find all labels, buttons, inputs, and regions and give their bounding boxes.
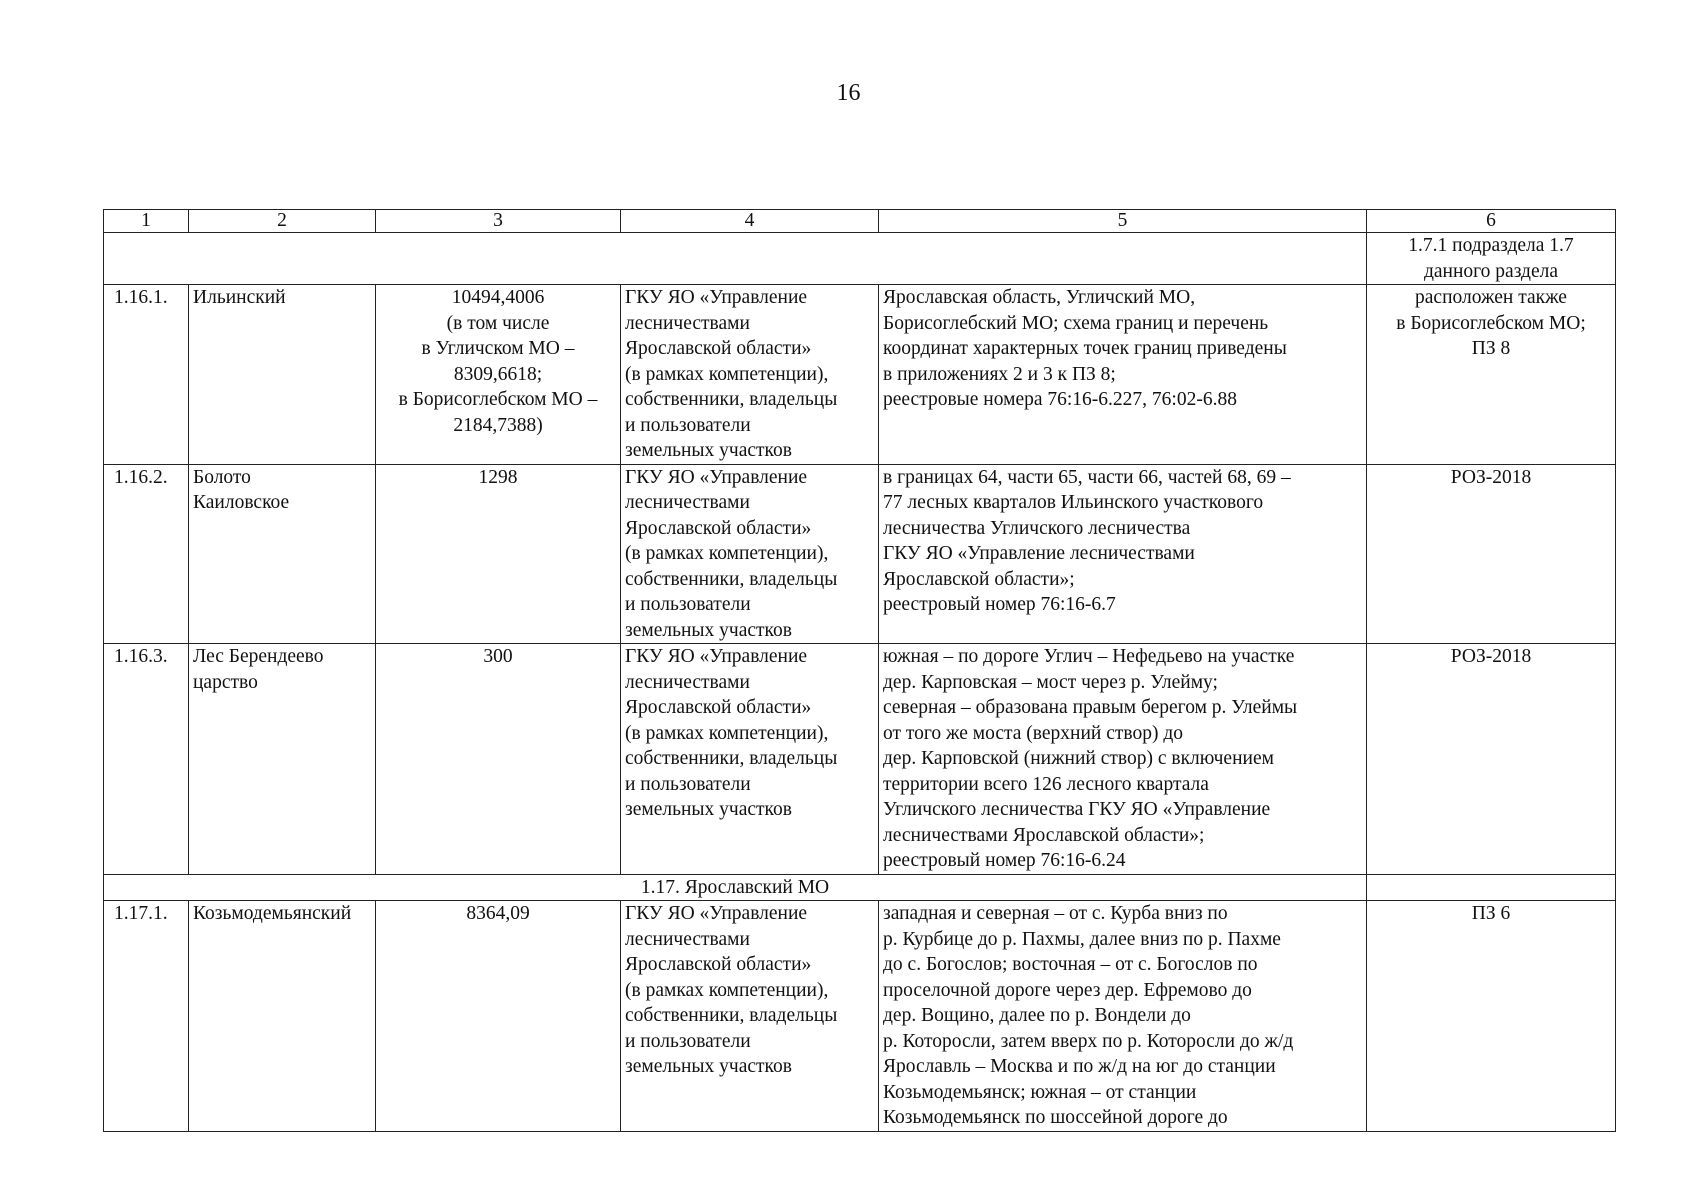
row-name: Козьмодемьянский <box>189 901 376 1132</box>
row-organization: ГКУ ЯО «Управление лесничествами Ярославской области» (в рамках компетенции), собственники, владельцы и пользователи земельных участков <box>621 285 879 465</box>
table-row <box>104 285 1616 465</box>
header-row <box>104 210 1616 233</box>
row-boundaries: Ярославская область, Угличский МО, Борисоглебский МО; схема границ и перечень координат характерных точек границ приведены в приложениях 2 и 3 к ПЗ 8; реестровые номера 76:16-6.227, 76:02-6.88 <box>879 285 1367 465</box>
row-note: РОЗ-2018 <box>1367 464 1616 644</box>
table-row <box>104 464 1616 644</box>
row-organization: ГКУ ЯО «Управление лесничествами Ярославской области» (в рамках компетенции), собственники, владельцы и пользователи земельных участков <box>621 901 879 1132</box>
header-cell: 6 <box>1367 210 1616 233</box>
row-name: Ильинский <box>189 285 376 465</box>
section-row <box>104 874 1616 901</box>
header-cell: 4 <box>621 210 879 233</box>
row-boundaries: западная и северная – от с. Курба вниз по р. Курбице до р. Пахмы, далее вниз по р. Пахме до с. Богослов; восточная – от с. Богослов по проселочной дороге через дер. Ефремово до дер. Вощино, далее по р. Вондели до р. Которосли, затем вверх по р. Которосли до ж/д Ярославль – Москва и по ж/д на юг до станции Козьмодемьянск; южная – от станции Козьмодемьянск по шоссейной дороге до <box>879 901 1367 1132</box>
row-number: 1.16.3. <box>104 644 189 875</box>
row-number: 1.17.1. <box>104 901 189 1132</box>
page-number: 16 <box>836 80 861 106</box>
header-cell: 1 <box>104 210 189 233</box>
row-number: 1.16.2. <box>104 464 189 644</box>
continuation-empty-cell <box>104 233 1367 285</box>
continuation-note-cell: 1.7.1 подраздела 1.7 данного раздела <box>1367 233 1616 285</box>
header-cell: 3 <box>376 210 621 233</box>
row-note: ПЗ 6 <box>1367 901 1616 1132</box>
section-title: 1.17. Ярославский МО <box>104 874 1367 901</box>
section-empty-cell <box>1367 874 1616 901</box>
row-boundaries: в границах 64, части 65, части 66, частей 68, 69 – 77 лесных кварталов Ильинского участкового лесничества Угличского лесничества ГКУ ЯО «Управление лесничествами Ярославской области»; реестровый номер 76:16-6.7 <box>879 464 1367 644</box>
continuation-row <box>104 233 1616 285</box>
row-area: 300 <box>376 644 621 875</box>
header-cell: 5 <box>879 210 1367 233</box>
table-row <box>104 644 1616 875</box>
row-area: 1298 <box>376 464 621 644</box>
row-boundaries: южная – по дороге Углич – Нефедьево на участке дер. Карповская – мост через р. Улейму; северная – образована правым берегом р. Улеймы от того же моста (верхний створ) до дер. Карповской (нижний створ) с включением территории всего 126 лесного квартала Угличского лесничества ГКУ ЯО «Управление лесничествами Ярославской области»; реестровый номер 76:16-6.24 <box>879 644 1367 875</box>
table-row <box>104 901 1616 1132</box>
header-cell: 2 <box>189 210 376 233</box>
row-note: РОЗ-2018 <box>1367 644 1616 875</box>
row-name: Болото Каиловское <box>189 464 376 644</box>
row-name: Лес Берендеево царство <box>189 644 376 875</box>
data-table <box>103 209 1616 1132</box>
row-area: 8364,09 <box>376 901 621 1132</box>
row-organization: ГКУ ЯО «Управление лесничествами Ярославской области» (в рамках компетенции), собственники, владельцы и пользователи земельных участков <box>621 464 879 644</box>
row-organization: ГКУ ЯО «Управление лесничествами Ярославской области» (в рамках компетенции), собственники, владельцы и пользователи земельных участков <box>621 644 879 875</box>
row-number: 1.16.1. <box>104 285 189 465</box>
row-area: 10494,4006 (в том числе в Угличском МО – 8309,6618; в Борисоглебском МО – 2184,7388) <box>376 285 621 465</box>
row-note: расположен также в Борисоглебском МО; ПЗ 8 <box>1367 285 1616 465</box>
